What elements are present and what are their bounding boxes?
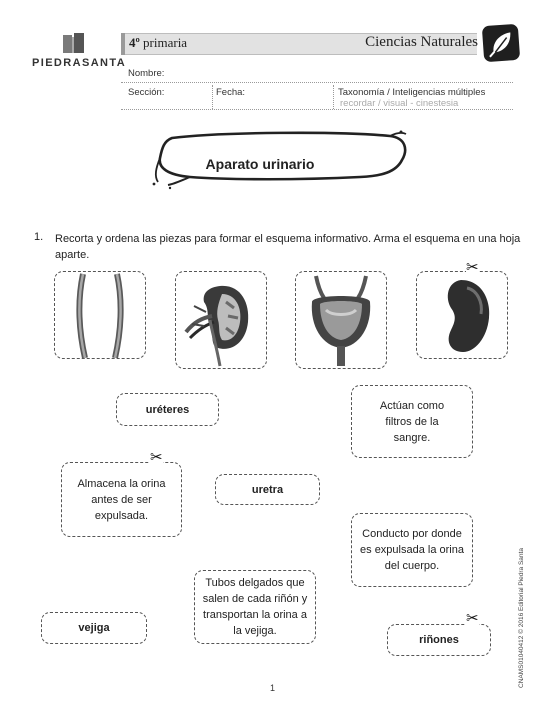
page-title: Aparato urinario xyxy=(205,156,315,172)
taxonomia-label: Taxonomía / Inteligencias múltiples xyxy=(338,87,486,98)
nombre-label: Nombre: xyxy=(128,68,165,79)
card-tubos[interactable]: Tubos delgados que salen de cada riñón y transportan la orina a la vejiga. xyxy=(194,570,316,644)
kidney-cross-section-icon xyxy=(176,272,266,368)
card-filtros[interactable]: Actúan como filtros de la sangre. xyxy=(351,385,473,458)
ureters-image-card[interactable] xyxy=(54,271,146,359)
leaf-icon xyxy=(482,24,520,62)
instruction-text: Recorta y ordena las piezas para formar el esquema informativo. Arma el esquema en una hoja aparte. xyxy=(55,233,521,261)
card-vejiga[interactable]: vejiga xyxy=(41,612,147,644)
instruction-number: 1. xyxy=(34,231,44,243)
seccion-label: Sección: xyxy=(128,87,165,98)
scissors-icon: ✂ xyxy=(150,449,163,466)
grade-marker xyxy=(121,33,125,55)
card-conducto[interactable]: Conducto por donde es expulsada la orina del cuerpo. xyxy=(351,513,473,587)
header-divider xyxy=(333,85,334,109)
nombre-line[interactable] xyxy=(121,82,513,83)
card-rinones[interactable]: riñones xyxy=(387,624,491,656)
grade-number: 4º xyxy=(129,35,140,50)
kidney-section-image-card[interactable] xyxy=(175,271,267,369)
taxonomia-values: recordar / visual - cinestesia xyxy=(340,98,459,109)
grade-word: primaria xyxy=(143,35,188,50)
ureters-icon xyxy=(55,272,145,358)
kidney-icon xyxy=(417,272,507,358)
grade-label xyxy=(129,35,187,51)
card-uretra[interactable]: uretra xyxy=(215,474,320,505)
fecha-label: Fecha: xyxy=(216,87,246,98)
logo-book-icon xyxy=(62,33,86,55)
seccion-line xyxy=(121,109,513,110)
side-credit: CNAMS01040412 © 2016 Editorial Piedra Santa xyxy=(518,548,525,688)
card-almacena[interactable]: Almacena la orina antes de ser expulsada. xyxy=(61,462,182,537)
subject-title: Ciencias Naturales xyxy=(365,34,478,50)
bladder-icon xyxy=(296,272,386,368)
scissors-icon: ✂ xyxy=(466,259,479,276)
card-ureteres[interactable]: uréteres xyxy=(116,393,219,426)
publisher-logo: PIEDRASANTA xyxy=(32,57,127,69)
page-number: 1 xyxy=(270,683,276,693)
bladder-image-card[interactable] xyxy=(295,271,387,369)
kidney-image-card[interactable] xyxy=(416,271,508,359)
scissors-icon: ✂ xyxy=(466,610,479,627)
header-divider xyxy=(212,85,213,109)
